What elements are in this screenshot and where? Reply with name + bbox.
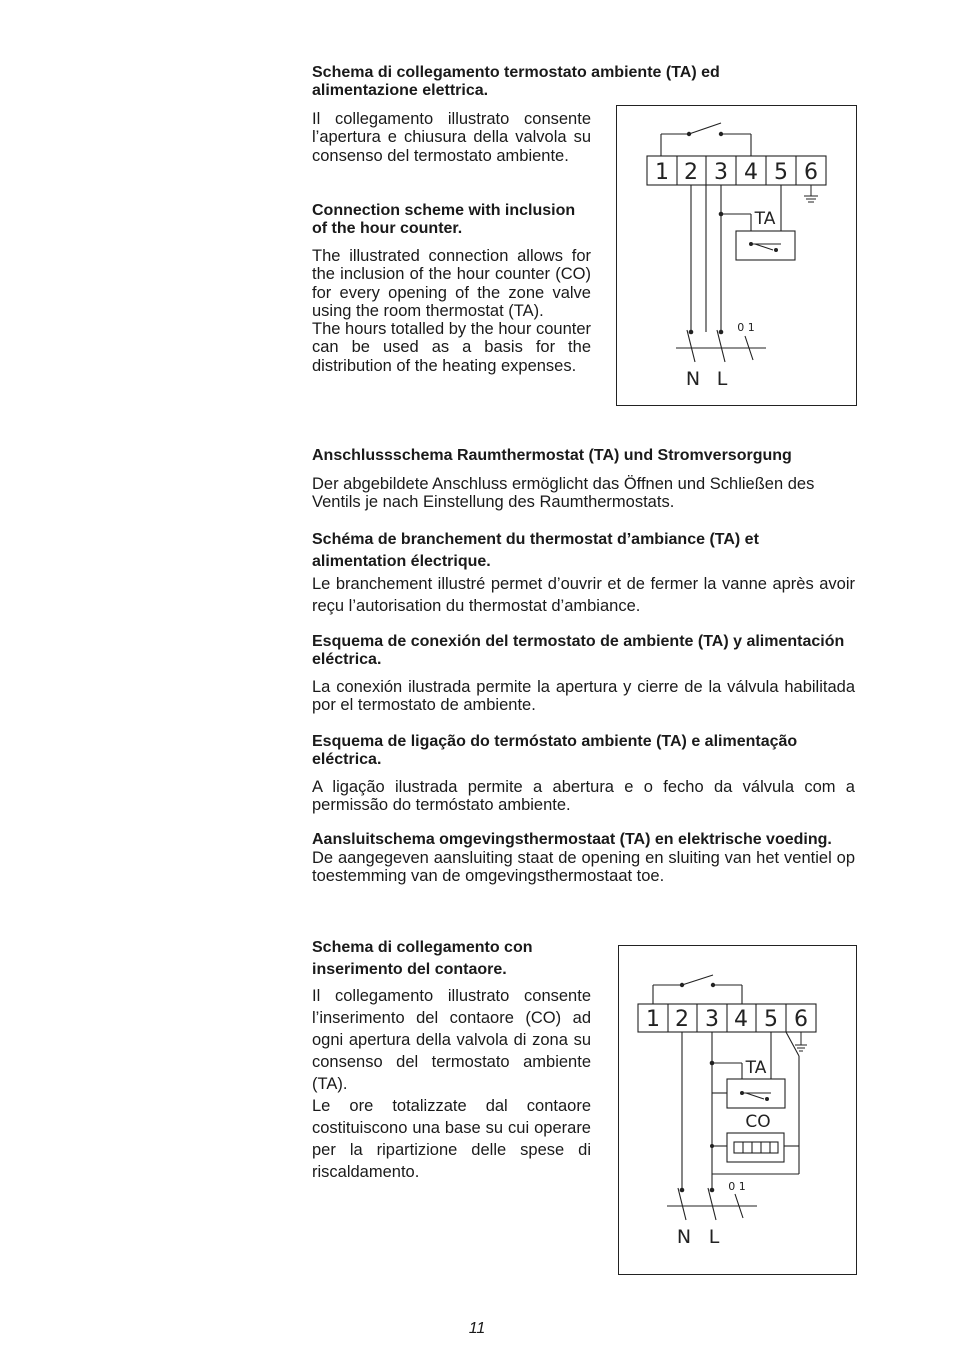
section-it-1-body: [312, 110, 591, 165]
section-heading: Schema di collegamento con inserimento del contaore.: [312, 939, 533, 978]
wiring-diagram-hour-counter: [618, 945, 857, 1275]
terminal-label: 1: [646, 1007, 660, 1032]
section-es: [312, 633, 855, 715]
section-body: La conexión ilustrada permite la apertura y cierre de la válvula habilitada por el termostato de ambiente.: [312, 678, 855, 715]
section-en-2: [312, 202, 591, 375]
section-fr: [312, 529, 855, 617]
terminal-label: 6: [794, 1007, 808, 1032]
section-nl: [312, 831, 855, 886]
terminal-label: 5: [764, 1007, 778, 1032]
terminal-label: 4: [744, 160, 758, 185]
ta-label: TA: [754, 209, 776, 229]
section-heading: Anschlussschema Raumthermostat (TA) und Stromversorgung: [312, 447, 792, 464]
terminal-label: 2: [675, 1007, 689, 1032]
terminal-label: 2: [684, 160, 698, 185]
section-heading: Schema di collegamento termostato ambiente (TA) ed alimentazione elettrica.: [312, 64, 720, 99]
section-heading: Aansluitschema omgevingsthermostaat (TA) en elektrische voeding.: [312, 831, 832, 848]
neutral-label: N: [676, 1226, 692, 1248]
section-body: Il collegamento illustrato consente l’apertura e chiusura della valvola su consenso del termostato ambiente.: [312, 110, 591, 165]
section-it-2: [312, 937, 591, 1183]
section-heading: Esquema de ligação do termóstato ambiente (TA) e alimentação eléctrica.: [312, 733, 798, 768]
ground-icon: [804, 185, 818, 202]
section-body: The illustrated connection allows for the inclusion of the hour counter (CO) for every opening of the zone valve using the room thermostat (TA).: [312, 247, 591, 320]
section-body-2: The hours totalled by the hour counter can be used as a basis for the distribution of the heating expenses.: [312, 320, 591, 375]
line-label: L: [708, 1226, 720, 1248]
terminal-label: 3: [714, 160, 728, 185]
wiring-diagram-thermostat: [616, 105, 857, 406]
section-heading: Schéma de branchement du thermostat d’ambiance (TA) et alimentation électrique.: [312, 531, 759, 570]
section-body-2: Le ore totalizzate dal contaore costituiscono una base su cui operare per la ripartizione delle spese di riscaldamento.: [312, 1097, 591, 1181]
terminal-label: 4: [734, 1007, 748, 1032]
neutral-label: N: [685, 368, 701, 390]
switch-label: 0 1: [728, 1180, 746, 1193]
terminal-label: 1: [655, 160, 669, 185]
page-number: 11: [468, 1320, 486, 1337]
section-de: [312, 447, 857, 512]
terminal-label: 5: [774, 160, 788, 185]
wiring-diagram-svg: [619, 946, 856, 1274]
terminal-label: 3: [705, 1007, 719, 1032]
section-heading: Esquema de conexión del termostato de ambiente (TA) y alimentación eléctrica.: [312, 633, 845, 668]
ground-icon: [795, 1032, 807, 1051]
section-it-1: [312, 64, 792, 100]
section-body: A ligação ilustrada permite a abertura e o fecho da válvula com a permissão do termóstato ambiente.: [312, 778, 855, 815]
co-label: CO: [745, 1112, 771, 1132]
terminal-label: 6: [804, 160, 818, 185]
section-body: Der abgebildete Anschluss ermöglicht das Öffnen und Schließen des Ventils je nach Einstellung des Raumthermostats.: [312, 475, 815, 512]
section-body: De aangegeven aansluiting staat de opening en sluiting van het ventiel op toestemming van de omgevingsthermostaat toe.: [312, 849, 855, 886]
section-body: Il collegamento illustrato consente l’inserimento del contaore (CO) ad ogni apertura della valvola di zona su consenso del termostato ambiente (TA).: [312, 987, 591, 1093]
section-body: Le branchement illustré permet d’ouvrir et de fermer la vanne après avoir reçu l’autorisation du thermostat d’ambiance.: [312, 575, 855, 615]
line-label: L: [716, 368, 728, 390]
wiring-diagram-svg: [617, 106, 856, 405]
switch-label: 0 1: [737, 321, 755, 334]
ta-label: TA: [745, 1058, 767, 1078]
section-pt: [312, 733, 855, 815]
section-heading: Connection scheme with inclusion of the hour counter.: [312, 202, 576, 237]
